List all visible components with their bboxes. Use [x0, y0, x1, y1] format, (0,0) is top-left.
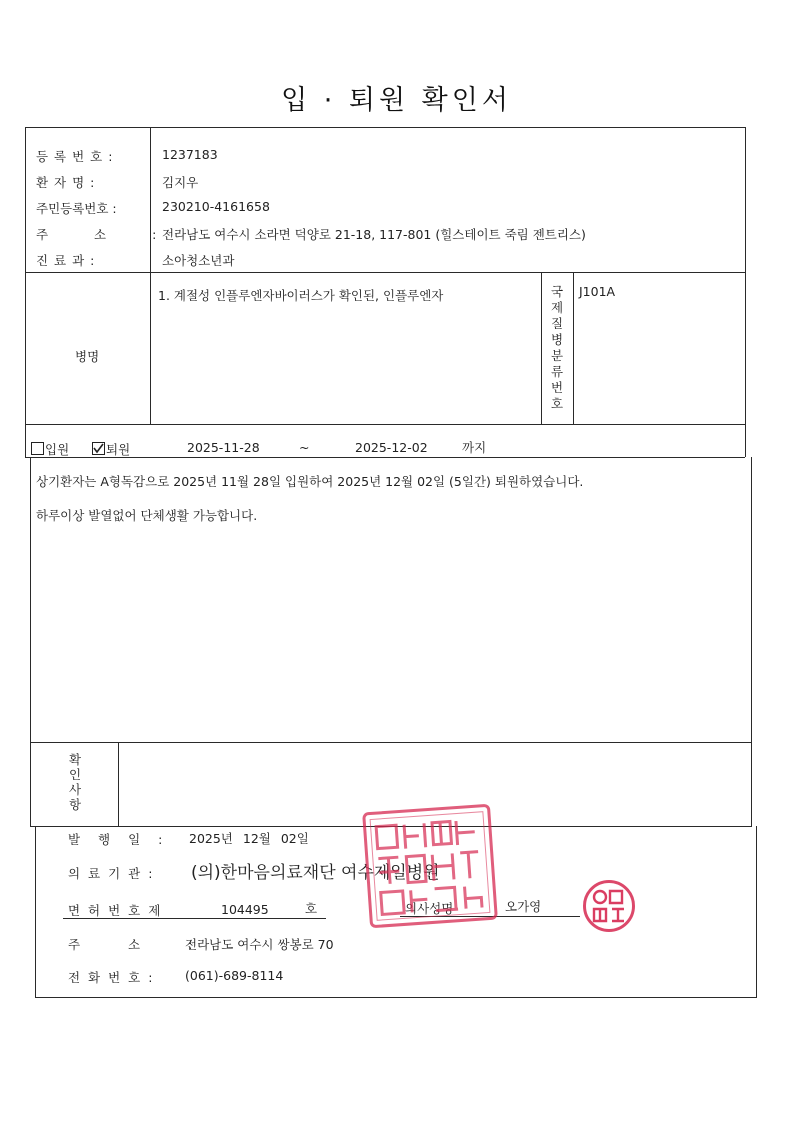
admit-label: 입원	[45, 442, 70, 457]
icd-label: 국제질병분류번호	[550, 284, 564, 411]
icd-right-divider	[573, 272, 574, 424]
dept-label: 진 료 과 :	[36, 253, 96, 268]
confirm-divider	[118, 742, 119, 826]
diagnosis-column-divider	[150, 272, 151, 424]
license-underline	[63, 918, 326, 919]
patient-name-value: 김지우	[162, 175, 199, 190]
frame-left-line	[25, 127, 26, 457]
issue-bottom-line	[35, 997, 757, 998]
remarks-line-2: 하루이상 발열없어 단체생활 가능합니다.	[36, 508, 258, 523]
confirm-label: 확인사항	[68, 752, 82, 812]
discharge-checkbox[interactable]	[92, 442, 105, 455]
period-bottom-line	[25, 457, 745, 458]
admit-checkbox[interactable]	[31, 442, 44, 455]
address-value: 전라남도 여수시 소라면 덕양로 21-18, 117-801 (힐스테이트 죽림 젠트리스)	[162, 227, 586, 242]
patient-bottom-line	[25, 272, 745, 273]
frame-right-line	[745, 127, 746, 457]
doctor-seal-stamp	[583, 880, 635, 932]
rrn-label: 주민등록번호 :	[36, 201, 117, 216]
address-label: 주 소 :	[36, 227, 158, 242]
icd-code: J101A	[579, 284, 616, 299]
phone-label: 전 화 번 호 :	[68, 970, 155, 985]
doctor-seal-glyph-icon	[586, 883, 632, 929]
issue-date: 2025년 12월 02일	[189, 831, 309, 846]
diagnosis-label: 병명	[75, 349, 100, 364]
reg-no-label: 등 록 번 호 :	[36, 149, 114, 164]
diagnosis-bottom-line	[25, 424, 745, 425]
license-suffix: 호	[305, 901, 318, 916]
institution-name: (의)한마음의료재단 여수제일병원	[191, 863, 440, 883]
period-end: 2025-12-02	[355, 440, 428, 455]
hospital-seal-stamp	[362, 804, 498, 929]
period-start: 2025-11-28	[187, 440, 260, 455]
check-icon	[93, 443, 104, 454]
document-title: 입 · 퇴원 확인서	[281, 85, 512, 116]
institution-label: 의 료 기 관 :	[68, 866, 155, 881]
issue-left-line	[35, 826, 36, 998]
patient-column-divider	[150, 127, 151, 273]
icd-left-divider	[541, 272, 542, 424]
remarks-line-1: 상기환자는 A형독감으로 2025년 11월 28일 입원하여 2025년 12월 02일 (5일간) 퇴원하였습니다.	[36, 474, 584, 489]
license-label: 면 허 번 호 제	[68, 903, 163, 918]
issue-right-line	[756, 826, 757, 998]
dept-value: 소아청소년과	[162, 253, 235, 268]
issue-address: 전라남도 여수시 쌍봉로 70	[185, 937, 334, 952]
doctor-label: 의사성명	[405, 901, 454, 916]
patient-name-label: 환 자 명 :	[36, 175, 96, 190]
seal-glyphs-icon	[365, 807, 494, 925]
discharge-label: 퇴원	[106, 442, 131, 457]
phone-value: (061)-689-8114	[185, 968, 284, 983]
period-until: 까지	[462, 440, 487, 455]
diagnosis-text: 1. 계절성 인플루엔자바이러스가 확인된, 인플루엔자	[158, 288, 444, 303]
issue-date-label: 발 행 일 :	[68, 832, 165, 847]
rrn-value: 230210-4161658	[162, 199, 270, 214]
doctor-name: 오가영	[505, 899, 542, 914]
issue-address-label: 주 소 :	[68, 937, 195, 952]
frame-top-line	[25, 127, 745, 128]
remarks-left-line	[30, 457, 31, 827]
confirm-top-line	[30, 742, 752, 743]
period-tilde: ~	[299, 440, 310, 455]
reg-no-value: 1237183	[162, 147, 218, 162]
remarks-right-line	[751, 457, 752, 827]
license-no: 104495	[221, 902, 269, 917]
